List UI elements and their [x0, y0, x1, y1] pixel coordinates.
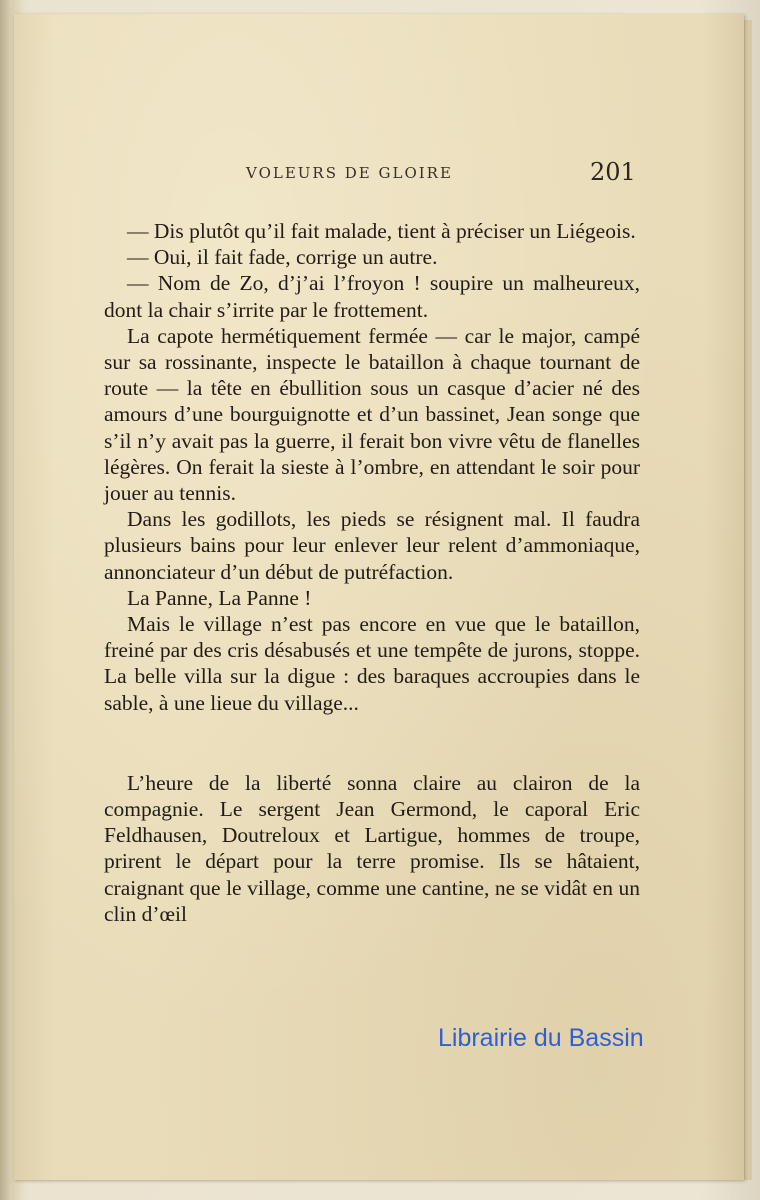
paragraph: La Panne, La Panne ! [127, 585, 312, 610]
page-number: 201 [590, 158, 636, 186]
section-break [104, 716, 640, 770]
body-text [104, 218, 640, 927]
running-title: VOLEURS DE GLOIRE [246, 164, 453, 182]
paragraph: — Dis plutôt qu’il fait malade, tient à préciser un Liégeois. [127, 219, 636, 243]
paragraph: Dans les godillots, les pieds se résignent mal. Il faudra plusieurs bains pour leur enlever leur relent d’ammoniaque, annonciateur d’un début de putréfaction. [104, 507, 640, 584]
paragraph: L’heure de la liberté sonna claire au clairon de la compagnie. Le sergent Jean Germond, le caporal Eric Feldhausen, Doutreloux et Lartigue, hommes de troupe, prirent le départ pour la terre promise. Ils se hâtaient, craignant que le village, comme une cantine, ne se vidât en un clin d’œil [104, 770, 640, 926]
bookseller-watermark: Librairie du Bassin [438, 1024, 644, 1052]
paragraph: — Nom de Zo, d’j’ai l’froyon ! soupire un malheureux, dont la chair s’irrite par le frottement. [104, 271, 640, 322]
paragraph: Mais le village n’est pas encore en vue que le bataillon, freiné par des cris désabusés et une tempête de jurons, stoppe. La belle villa sur la digue : des baraques accroupies dans le sable, à une lieue du village... [104, 612, 640, 715]
running-head [14, 154, 714, 194]
book-page [14, 14, 744, 1180]
paragraph: La capote hermétiquement fermée — car le major, campé sur sa rossinante, inspecte le bataillon à chaque tournant de route — la tête en ébullition sous un casque d’acier né des amours d’une bourguignotte et d’un bassinet, Jean songe que s’il n’y avait pas la guerre, il ferait bon vivre vêtu de flanelles légères. On ferait la sieste à l’ombre, en attendant le soir pour jouer au tennis. [104, 323, 640, 506]
paragraph: — Oui, il fait fade, corrige un autre. [127, 245, 438, 270]
